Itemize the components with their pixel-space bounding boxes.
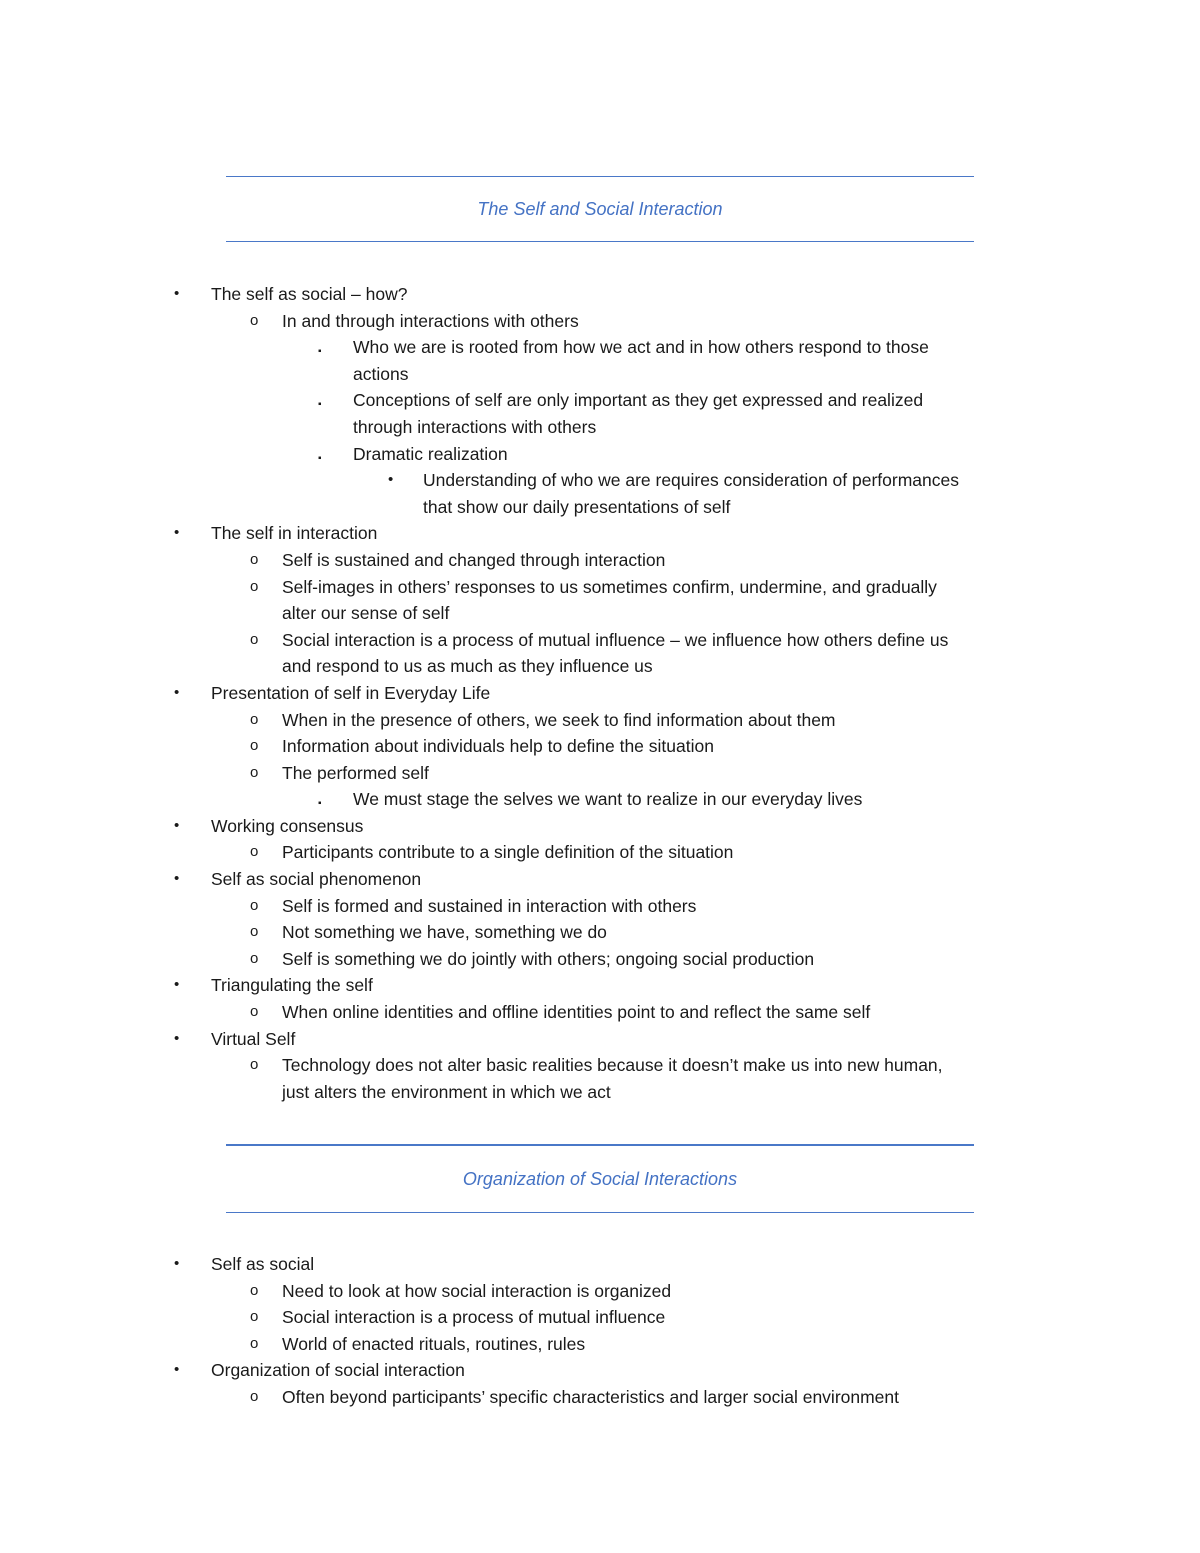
bullet-icon: •: [174, 816, 180, 834]
bullet-icon: •: [174, 1361, 180, 1379]
outline-text: Self is formed and sustained in interaction with others: [282, 895, 697, 916]
circle-bullet-icon: o: [250, 1056, 259, 1074]
circle-bullet-icon: o: [250, 896, 259, 914]
outline-text: Virtual Self: [211, 1028, 296, 1049]
section-outline: [0, 281, 1200, 1105]
circle-bullet-icon: o: [250, 550, 259, 568]
outline-item-level-2: [0, 919, 1200, 946]
outline-text: just alters the environment in which we act: [282, 1081, 611, 1102]
outline-text: Need to look at how social interaction is organized: [282, 1280, 672, 1301]
bullet-icon: •: [174, 870, 180, 888]
outline-item-level-2: [0, 547, 1200, 574]
circle-bullet-icon: o: [250, 1334, 259, 1352]
outline-text: When online identities and offline identities point to and reflect the same self: [282, 1002, 871, 1023]
outline-text: and respond to us as much as they influence us: [282, 656, 653, 677]
outline-text: In and through interactions with others: [282, 310, 579, 331]
bullet-icon: •: [388, 471, 394, 489]
circle-bullet-icon: o: [250, 311, 259, 329]
outline-text: Dramatic realization: [353, 443, 508, 464]
outline-text: Self-images in others’ responses to us sometimes confirm, undermine, and gradually: [282, 576, 937, 597]
outline-item-level-1: [0, 1026, 1200, 1053]
square-bullet-icon: ▪: [318, 399, 322, 411]
outline-text: Participants contribute to a single definition of the situation: [282, 842, 734, 863]
circle-bullet-icon: o: [250, 577, 259, 595]
outline-item-level-2: [0, 600, 1200, 627]
outline-item-level-2: [0, 1079, 1200, 1106]
outline-item-level-3: [0, 361, 1200, 388]
circle-bullet-icon: o: [250, 630, 259, 648]
outline-item-level-2: [0, 308, 1200, 335]
outline-item-level-1: [0, 866, 1200, 893]
outline-item-level-3: [0, 786, 1200, 813]
outline-item-level-2: [0, 946, 1200, 973]
circle-bullet-icon: o: [250, 843, 259, 861]
outline-text: Self as social phenomenon: [211, 869, 422, 890]
outline-text: actions: [353, 363, 409, 384]
outline-text: Self is something we do jointly with others; ongoing social production: [282, 948, 815, 969]
circle-bullet-icon: o: [250, 737, 259, 755]
outline-item-level-1: [0, 281, 1200, 308]
circle-bullet-icon: o: [250, 1281, 259, 1299]
outline-text: Technology does not alter basic realities because it doesn’t make us into new human,: [282, 1055, 943, 1076]
circle-bullet-icon: o: [250, 763, 259, 781]
outline-text: The self in interaction: [211, 523, 378, 544]
square-bullet-icon: ▪: [318, 798, 322, 810]
outline-text: Social interaction is a process of mutual influence – we influence how others define us: [282, 629, 949, 650]
outline-item-level-1: [0, 520, 1200, 547]
bullet-icon: •: [174, 1029, 180, 1047]
heading-rule-top: [226, 1144, 974, 1146]
outline-item-level-4: [0, 467, 1200, 494]
bullet-icon: •: [174, 683, 180, 701]
square-bullet-icon: ▪: [318, 346, 322, 358]
bullet-icon: •: [174, 285, 180, 302]
outline-text: Working consensus: [211, 815, 364, 836]
outline-item-level-2: [0, 653, 1200, 680]
outline-text: Self is sustained and changed through interaction: [282, 549, 666, 570]
outline-item-level-3: [0, 414, 1200, 441]
outline-item-level-2: [0, 1278, 1200, 1305]
outline-item-level-2: [0, 574, 1200, 601]
outline-item-level-4: [0, 494, 1200, 521]
outline-item-level-2: [0, 893, 1200, 920]
outline-text: Conceptions of self are only important as they get expressed and realized: [353, 390, 924, 411]
outline-item-level-2: [0, 839, 1200, 866]
outline-item-level-2: [0, 707, 1200, 734]
outline-item-level-3: [0, 387, 1200, 414]
bullet-icon: •: [174, 1255, 180, 1272]
outline-text: The performed self: [282, 762, 429, 783]
bullet-icon: •: [174, 976, 180, 994]
outline-text: Presentation of self in Everyday Life: [211, 682, 491, 703]
outline-text: Not something we have, something we do: [282, 922, 607, 943]
section-outline: [0, 1251, 1200, 1411]
outline-item-level-3: [0, 441, 1200, 468]
outline-text: Understanding of who we are requires consideration of performances: [423, 470, 959, 491]
outline-item-level-2: [0, 760, 1200, 787]
outline-item-level-1: [0, 1251, 1200, 1278]
outline-text: that show our daily presentations of self: [423, 496, 731, 517]
outline-text: Self as social: [211, 1254, 315, 1274]
outline-text: through interactions with others: [353, 416, 597, 437]
heading-rule-bottom: [226, 241, 974, 242]
bullet-icon: •: [174, 524, 180, 542]
outline-item-level-2: [0, 1331, 1200, 1358]
circle-bullet-icon: o: [250, 1003, 259, 1021]
circle-bullet-icon: o: [250, 1308, 259, 1326]
outline-text: alter our sense of self: [282, 603, 450, 624]
outline-item-level-2: [0, 1384, 1200, 1411]
outline-text: Social interaction is a process of mutual influence: [282, 1307, 666, 1328]
circle-bullet-icon: o: [250, 710, 259, 728]
heading-rule-top: [226, 176, 974, 177]
outline-item-level-1: [0, 813, 1200, 840]
outline-text: Information about individuals help to define the situation: [282, 736, 714, 757]
circle-bullet-icon: o: [250, 1387, 259, 1405]
outline-item-level-2: [0, 733, 1200, 760]
circle-bullet-icon: o: [250, 949, 259, 967]
outline-text: Who we are is rooted from how we act and in how others respond to those: [353, 337, 929, 358]
square-bullet-icon: ▪: [318, 452, 322, 464]
outline-item-level-1: [0, 1357, 1200, 1384]
outline-text: The self as social – how?: [211, 284, 408, 304]
outline-item-level-2: [0, 1052, 1200, 1079]
outline-text: Triangulating the self: [211, 975, 373, 996]
outline-text: Organization of social interaction: [211, 1360, 465, 1381]
outline-text: World of enacted rituals, routines, rules: [282, 1333, 586, 1354]
circle-bullet-icon: o: [250, 923, 259, 941]
outline-item-level-1: [0, 680, 1200, 707]
outline-item-level-3: [0, 334, 1200, 361]
section-heading: Organization of Social Interactions: [462, 1169, 738, 1189]
outline-item-level-1: [0, 972, 1200, 999]
outline-item-level-2: [0, 999, 1200, 1026]
outline-text: We must stage the selves we want to realize in our everyday lives: [353, 789, 863, 810]
section-heading: The Self and Social Interaction: [477, 199, 723, 219]
outline-item-level-2: [0, 627, 1200, 654]
outline-text: Often beyond participants’ specific characteristics and larger social environment: [282, 1386, 900, 1407]
heading-rule-bottom: [226, 1212, 974, 1213]
outline-text: When in the presence of others, we seek to find information about them: [282, 709, 836, 730]
outline-item-level-2: [0, 1304, 1200, 1331]
